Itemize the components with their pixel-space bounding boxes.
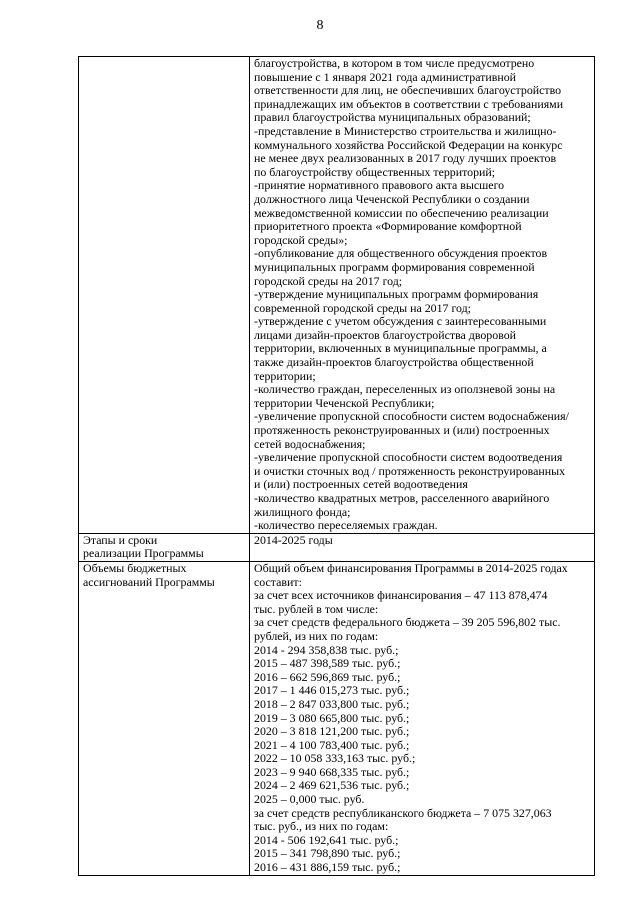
row-value-line: -утверждение муниципальных программ формирования bbox=[254, 287, 539, 302]
row-label-line: ассигнований Программы bbox=[83, 574, 215, 589]
row-value-line: тыс. рублей в том числе: bbox=[254, 601, 379, 616]
row-value-line: лицами дизайн-проектов благоустройства дворовой bbox=[254, 327, 517, 342]
row-value-line: жилищного фонда; bbox=[254, 504, 351, 519]
row-value-line: не менее двух реализованных в 2017 году лучших проектов bbox=[254, 151, 557, 166]
row-value-line: 2022 – 10 058 333,163 тыс. руб.; bbox=[254, 751, 416, 766]
row-value-line: повышение с 1 января 2021 года административной bbox=[254, 69, 517, 84]
passport-table-body bbox=[79, 57, 595, 876]
row-value-line: 2015 – 487 398,589 тыс. руб.; bbox=[254, 656, 401, 671]
row-value-line: -утверждение с учетом обсуждения с заинтересованными bbox=[254, 314, 547, 329]
row-value-line: городской среды на 2017 год; bbox=[254, 273, 403, 288]
row-label-line: Объемы бюджетных bbox=[83, 560, 187, 575]
row-value-line: 2014-2025 годы bbox=[254, 532, 333, 547]
row-value-line: 2023 – 9 940 668,335 тыс. руб.; bbox=[254, 764, 410, 779]
row-value-line: за счет средств республиканского бюджета – 7 075 327,063 bbox=[254, 805, 552, 820]
row-value-line: -увеличение пропускной способности систем водоснабжения/ bbox=[254, 409, 569, 424]
row-value-line: должностного лица Чеченской Республики о создании bbox=[254, 191, 530, 206]
row-value-line: 2014 - 294 358,838 тыс. руб.; bbox=[254, 642, 399, 657]
row-value-cell bbox=[250, 57, 595, 534]
row-value-line: приоритетного проекта «Формирование комфортной bbox=[254, 219, 522, 234]
row-value-line: протяженность реконструированных и (или) построенных bbox=[254, 423, 550, 438]
row-value-cell bbox=[250, 533, 595, 561]
row-value-line: 2017 – 1 446 015,273 тыс. руб.; bbox=[254, 683, 410, 698]
table-row bbox=[79, 533, 595, 561]
row-value-line: составит: bbox=[254, 574, 302, 589]
row-value-line: муниципальных программ формирования современной bbox=[254, 259, 535, 274]
row-value-line: 2025 – 0,000 тыс. руб. bbox=[254, 792, 365, 807]
row-value-line: по благоустройству общественных территорий; bbox=[254, 164, 496, 179]
row-value-line: 2024 – 2 469 621,536 тыс. руб.; bbox=[254, 778, 410, 793]
row-value-line: также дизайн-проектов благоустройства общественной bbox=[254, 355, 534, 370]
row-value-line: ответственности для лиц, не обеспечивших благоустройство bbox=[254, 83, 562, 98]
row-value-line: -опубликование для общественного обсуждения проектов bbox=[254, 246, 548, 261]
row-value-line: 2018 – 2 847 033,800 тыс. руб.; bbox=[254, 696, 410, 711]
page-number: 8 bbox=[316, 18, 324, 33]
row-value-line: 2016 – 431 886,159 тыс. руб.; bbox=[254, 860, 401, 875]
row-value-line: принадлежащих им объектов в соответствии с требованиями bbox=[254, 96, 564, 111]
row-label-cell bbox=[79, 57, 250, 534]
row-value-line: и очистки сточных вод / протяженность реконструированных bbox=[254, 463, 566, 478]
table-row bbox=[79, 561, 595, 875]
row-label-cell bbox=[79, 561, 250, 875]
row-value-line: рублей, из них по годам: bbox=[254, 628, 379, 643]
row-value-line: правил благоустройства муниципальных образований; bbox=[254, 110, 531, 125]
row-value-line: -количество квадратных метров, расселенного аварийного bbox=[254, 491, 550, 505]
row-value-line: благоустройства, в котором в том числе предусмотрено bbox=[254, 56, 535, 70]
row-label-line: реализации Программы bbox=[83, 546, 204, 561]
row-value-line: городской среды»; bbox=[254, 232, 348, 247]
row-value-line: 2014 - 506 192,641 тыс. руб.; bbox=[254, 832, 399, 847]
row-value-line: современной городской среды на 2017 год; bbox=[254, 300, 471, 315]
row-value-line: 2015 – 341 798,890 тыс. руб.; bbox=[254, 846, 401, 861]
row-value-line: -представление в Министерство строительства и жилищно- bbox=[254, 123, 557, 138]
row-value-line: 2020 – 3 818 121,200 тыс. руб.; bbox=[254, 724, 410, 739]
row-value-line: территории, включенных в муниципальные программы, а bbox=[254, 341, 547, 356]
row-value-cell bbox=[250, 561, 595, 875]
row-value-line: -количество переселяемых граждан. bbox=[254, 518, 438, 533]
row-value-line: -количество граждан, переселенных из оползневой зоны на bbox=[254, 382, 556, 397]
row-value-line: -принятие нормативного правового акта высшего bbox=[254, 178, 505, 193]
row-label-line: Этапы и сроки bbox=[83, 532, 158, 547]
row-value-line: сетей водоснабжения; bbox=[254, 436, 366, 451]
row-value-line: за счет средств федерального бюджета – 39 205 596,802 тыс. bbox=[254, 615, 561, 630]
row-value-line: коммунального хозяйства Российской Федерации на конкурс bbox=[254, 137, 563, 152]
row-label-cell bbox=[79, 533, 250, 561]
row-value-line: тыс. руб., из них по годам: bbox=[254, 819, 389, 834]
row-value-line: 2021 – 4 100 783,400 тыс. руб.; bbox=[254, 737, 410, 752]
table-row bbox=[79, 57, 595, 534]
row-value-line: за счет всех источников финансирования – 47 113 878,474 bbox=[254, 588, 548, 603]
row-value-line: 2016 – 662 596,869 тыс. руб.; bbox=[254, 669, 401, 684]
row-value-line: территории Чеченской Республики; bbox=[254, 395, 435, 410]
row-value-line: территории; bbox=[254, 368, 316, 383]
row-value-line: -увеличение пропускной способности систем водоотведения bbox=[254, 450, 563, 465]
passport-table bbox=[78, 56, 595, 876]
row-value-line: и (или) построенных сетей водоотведения bbox=[254, 477, 468, 492]
row-value-line: 2019 – 3 080 665,800 тыс. руб.; bbox=[254, 710, 410, 725]
row-value-line: межведомственной комиссии по обеспечению реализации bbox=[254, 205, 549, 220]
row-value-line: Общий объем финансирования Программы в 2014-2025 годах bbox=[254, 560, 568, 575]
